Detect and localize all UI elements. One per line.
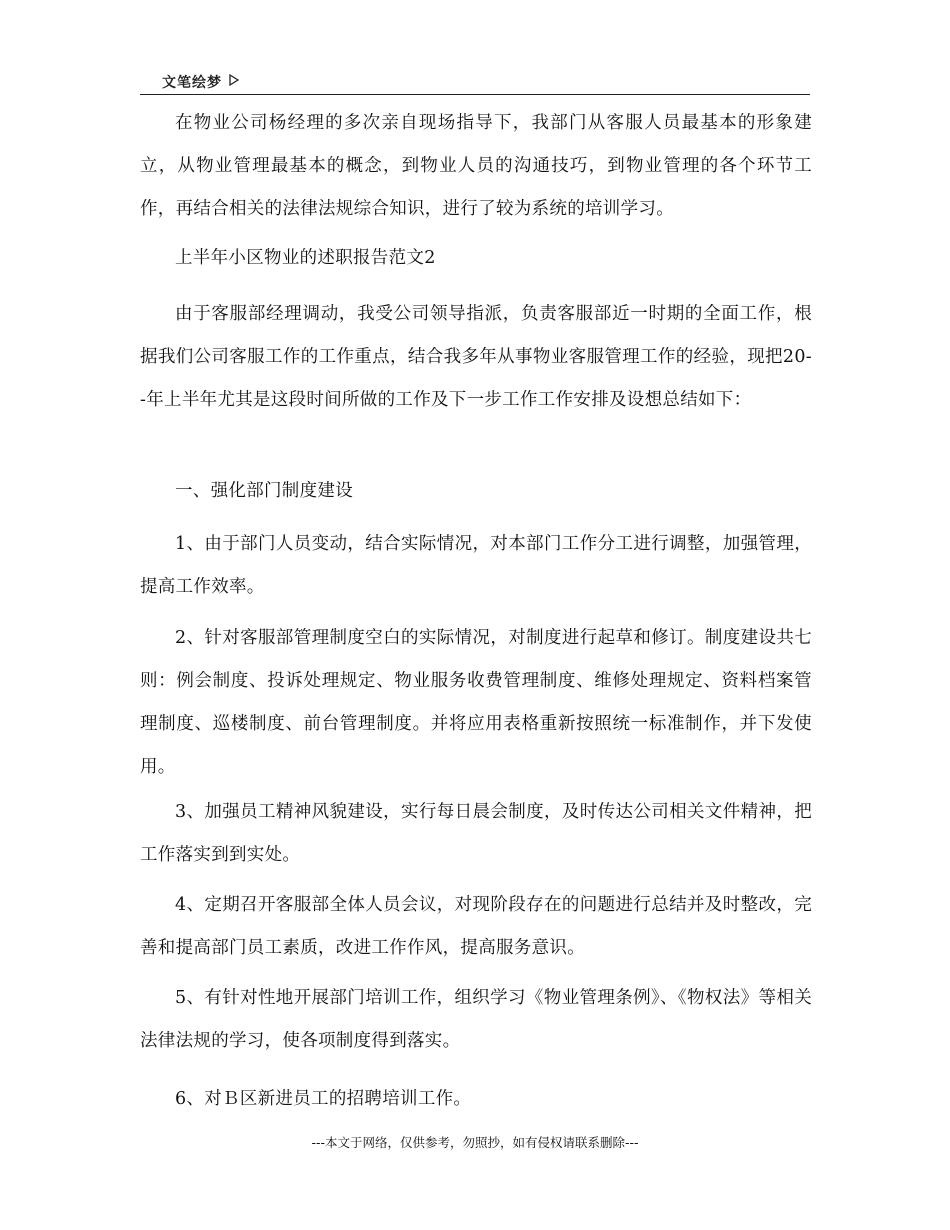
list-item-5: 5、有针对性地开展部门培训工作，组织学习《物业管理条例》、《物权法》等相关法律法规的学习，使各项制度得到落实。 <box>140 988 812 1051</box>
heading-1: 一、强化部门制度建设 <box>175 481 353 501</box>
page-header <box>140 70 810 95</box>
list-item-6: 6、对Ｂ区新进员工的招聘培训工作。 <box>175 1089 472 1109</box>
paragraph-2: 由于客服部经理调动，我受公司领导指派，负责客服部近一时期的全面工作，根据我们公司客服工作的工作重点，结合我多年从事物业客服管理工作的经验，现把20--年上半年尤其是这段时间所做的工作及下一步工作工作安排及设想总结如下： <box>140 304 812 410</box>
list-item-4: 4、定期召开客服部全体人员会议，对现阶段存在的问题进行总结并及时整改，完善和提高部门员工素质，改进工作作风，提高服务意识。 <box>140 895 812 958</box>
list-item-2: 2、针对客服部管理制度空白的实际情况，对制度进行起草和修订。制度建设共七则：例会制度、投诉处理规定、物业服务收费管理制度、维修处理规定、资料档案管理制度、巡楼制度、前台管理制度。并将应用表格重新按照统一标准制作，并下发使用。 <box>140 628 812 777</box>
list-item-3: 3、加强员工精神风貌建设，实行每日晨会制度，及时传达公司相关文件精神，把工作落实到到实处。 <box>140 802 812 865</box>
list-item-1: 1、由于部门人员变动，结合实际情况，对本部门工作分工进行调整，加强管理，提高工作效率。 <box>140 534 812 597</box>
paragraph-1: 在物业公司杨经理的多次亲自现场指导下，我部门从客服人员最基本的形象建立，从物业管理最基本的概念，到物业人员的沟通技巧，到物业管理的各个环节工作，再结合相关的法律法规综合知识，进行了较为系统的培训学习。 <box>140 113 812 219</box>
header-title: 文笔绘梦 <box>162 75 222 91</box>
footer-disclaimer: ---本文于网络，仅供参考，勿照抄，如有侵权请联系删除--- <box>311 1135 639 1150</box>
triangle-right-icon <box>228 73 240 87</box>
section-title: 上半年小区物业的述职报告范文2 <box>175 248 436 268</box>
